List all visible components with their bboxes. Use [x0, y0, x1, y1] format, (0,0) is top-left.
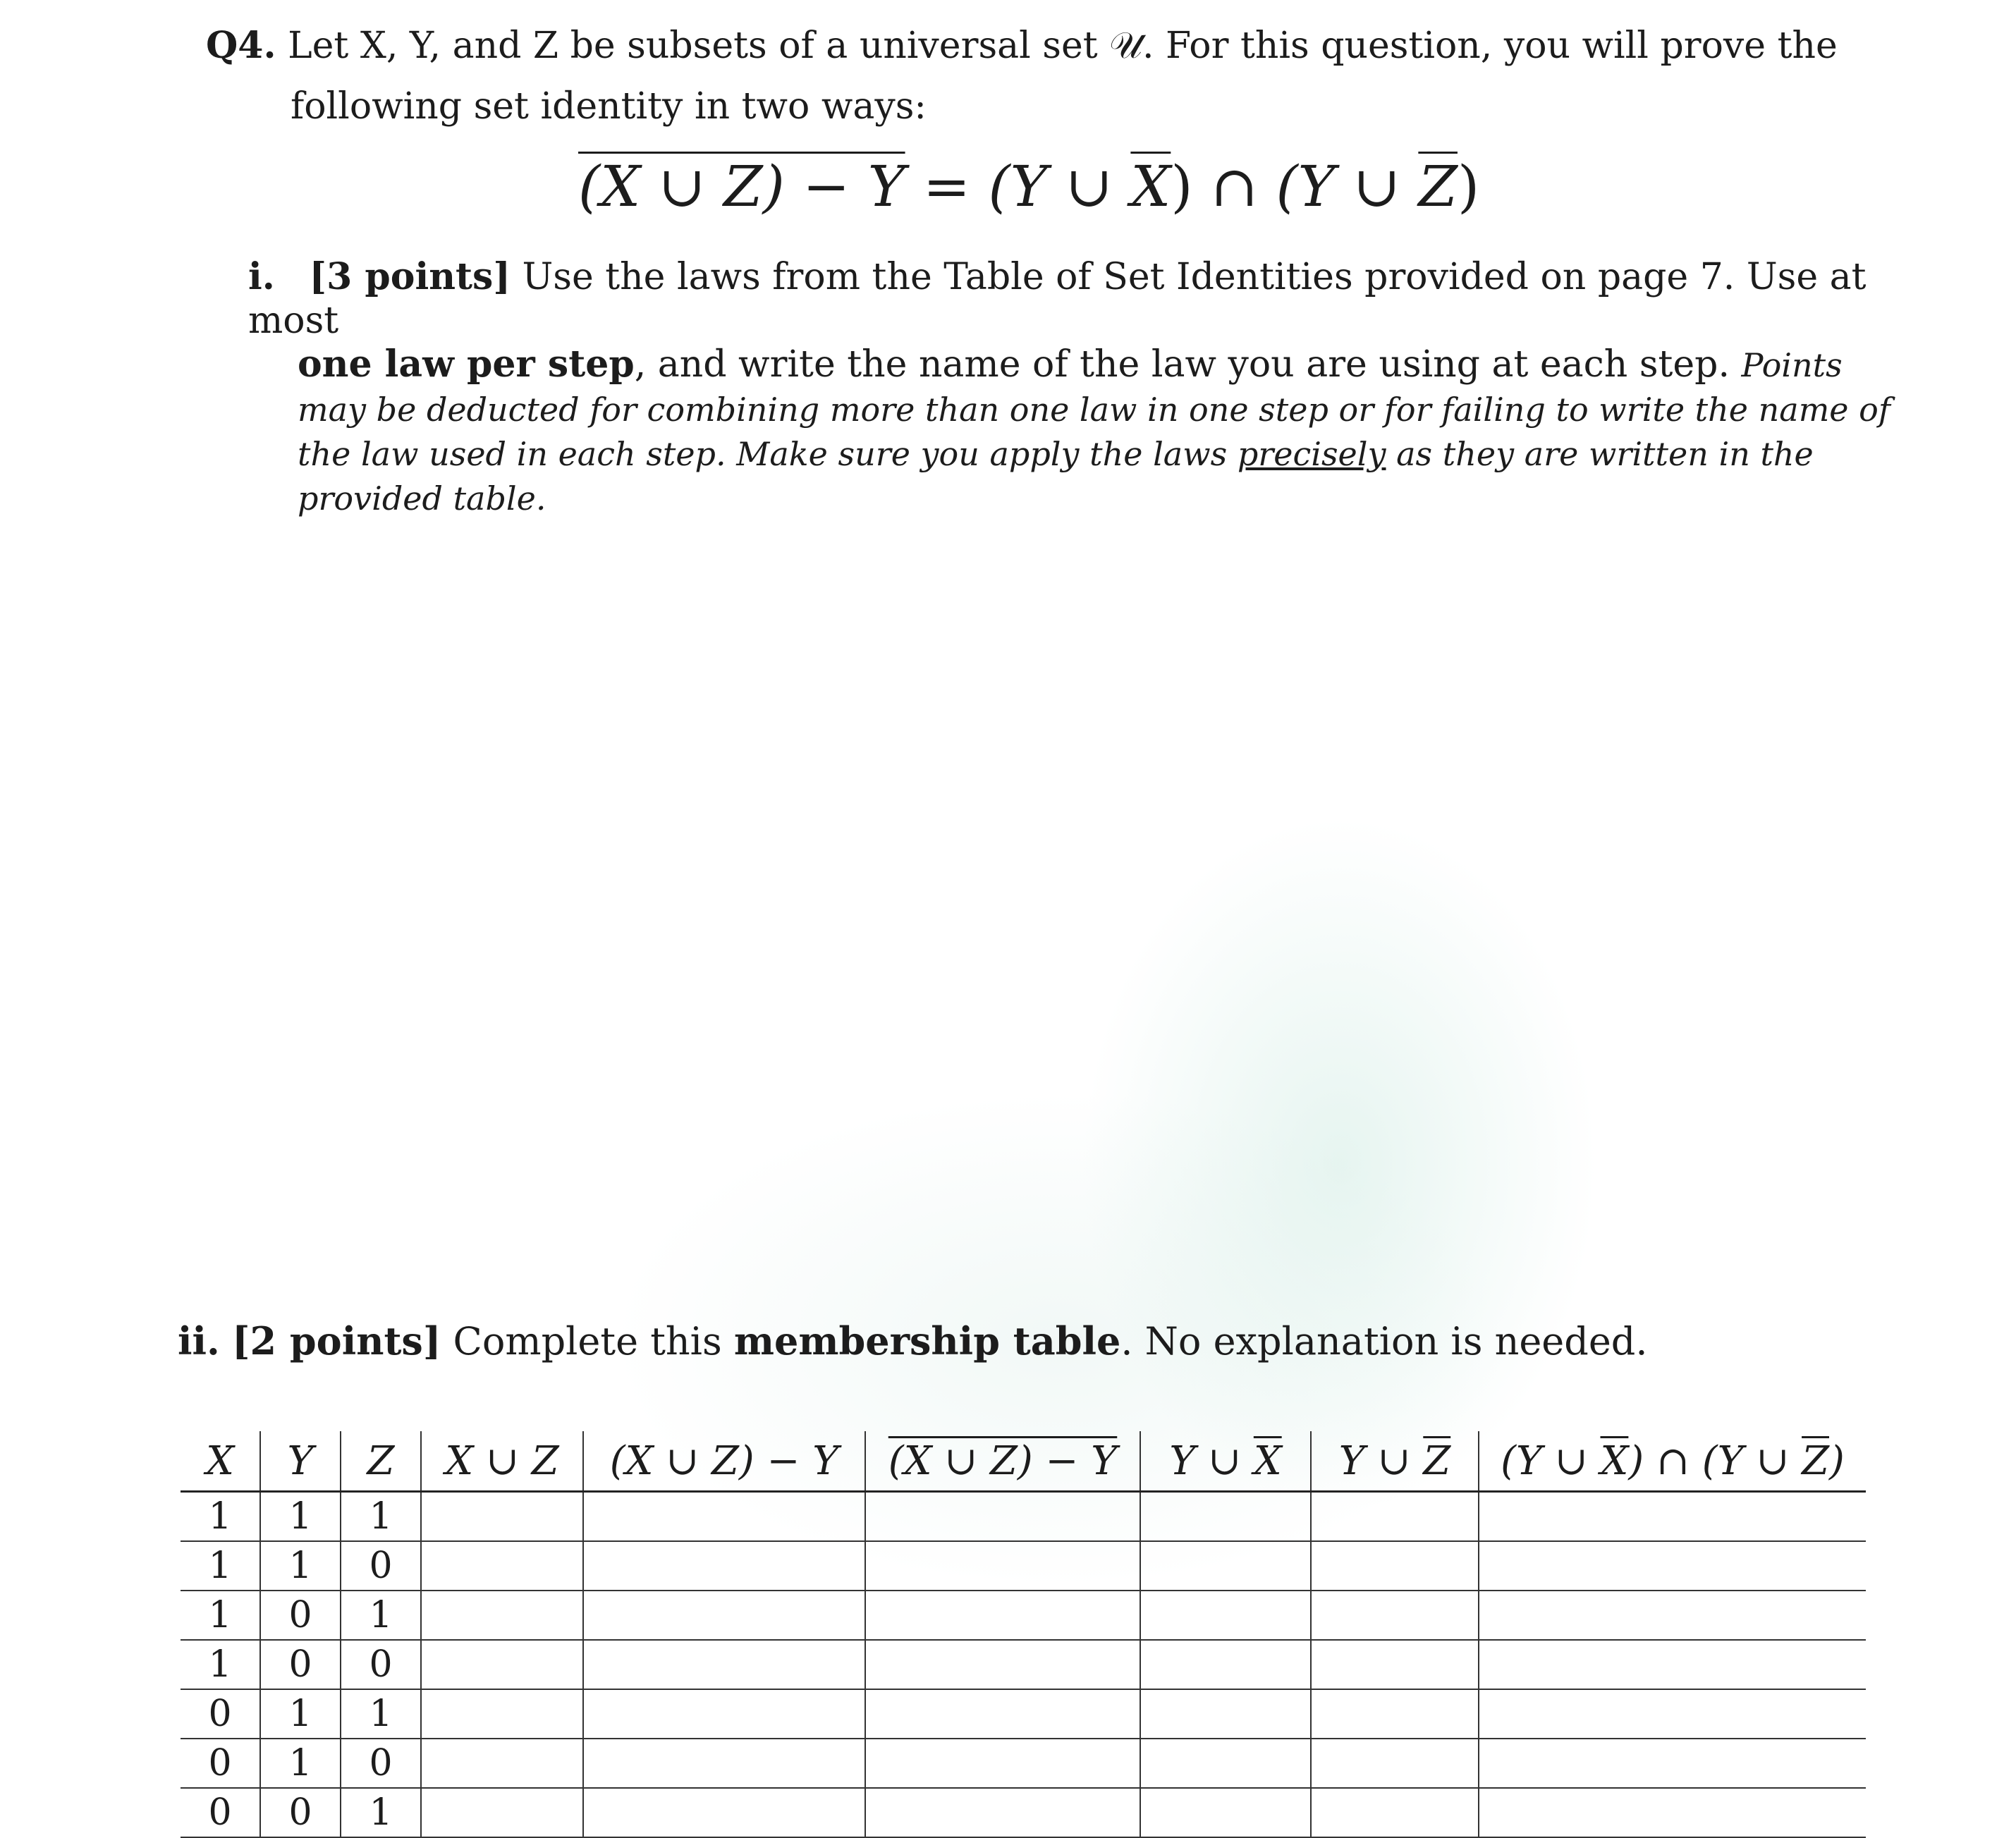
answer-cell[interactable]: [865, 1640, 1140, 1689]
cell-z: 1: [341, 1788, 421, 1837]
answer-cell[interactable]: [865, 1492, 1140, 1542]
question-intro-line2: following set identity in two ways:: [291, 85, 927, 128]
header-final-p1: (Y ∪: [1501, 1438, 1601, 1484]
table-row: [181, 1640, 1866, 1689]
question-header: [206, 16, 1884, 137]
identity-rhs-p1-open: (Y ∪: [988, 154, 1131, 219]
question-number: Q4.: [206, 24, 276, 67]
answer-cell[interactable]: [1479, 1492, 1866, 1542]
answer-cell[interactable]: [421, 1640, 583, 1689]
answer-cell[interactable]: [1479, 1591, 1866, 1640]
identity-rhs-p2-close: ): [1457, 154, 1480, 219]
part-i-points: [3 points]: [309, 255, 511, 298]
identity-equals: =: [905, 154, 989, 219]
identity-rhs-p1-close: ): [1171, 154, 1193, 219]
answer-cell[interactable]: [583, 1739, 865, 1788]
answer-cell[interactable]: [421, 1541, 583, 1591]
part-i-continued: [248, 343, 1891, 520]
answer-cell[interactable]: [865, 1739, 1140, 1788]
answer-cell[interactable]: [421, 1689, 583, 1739]
part-ii-bold-phrase: membership table: [733, 1318, 1121, 1364]
header-final-bar1: $\overline{X}$: [1600, 1438, 1629, 1484]
answer-cell[interactable]: [583, 1541, 865, 1591]
membership-table-header-row: [181, 1431, 1866, 1492]
cell-z: 1: [341, 1591, 421, 1640]
cell-x: 1: [181, 1541, 260, 1591]
answer-cell[interactable]: [1140, 1689, 1311, 1739]
answer-cell[interactable]: [1140, 1591, 1311, 1640]
part-i-instructions: [248, 255, 1891, 520]
answer-cell[interactable]: [421, 1788, 583, 1837]
header-yux-prefix: Y ∪: [1169, 1438, 1254, 1484]
part-ii-text1: Complete this: [441, 1319, 734, 1364]
question-intro-line1: Let X, Y, and Z be subsets of a universal set 𝒰. For this question, you will prove the: [288, 25, 1838, 67]
header-y-union-z-bar: [1311, 1431, 1479, 1492]
cell-y: 0: [260, 1788, 341, 1837]
answer-cell[interactable]: [1140, 1541, 1311, 1591]
answer-cell[interactable]: [1479, 1739, 1866, 1788]
header-complement-text: (X ∪ Z) − Y: [888, 1438, 1118, 1484]
table-row: [181, 1591, 1866, 1640]
answer-cell[interactable]: [583, 1492, 865, 1542]
header-x-union-z-minus-y: (X ∪ Z) − Y: [583, 1431, 865, 1492]
answer-cell[interactable]: [865, 1689, 1140, 1739]
identity-rhs-p2-open: (Y ∪: [1276, 154, 1419, 219]
cell-y: 1: [260, 1492, 341, 1542]
header-final-end: ): [1829, 1438, 1845, 1484]
answer-cell[interactable]: [1140, 1788, 1311, 1837]
part-ii-points: [2 points]: [232, 1318, 441, 1364]
cell-x: 1: [181, 1492, 260, 1542]
set-identity-equation: [578, 148, 1479, 226]
answer-cell[interactable]: [583, 1788, 865, 1837]
cell-y: 1: [260, 1739, 341, 1788]
table-row: [181, 1492, 1866, 1542]
answer-cell[interactable]: [1479, 1640, 1866, 1689]
table-row: [181, 1689, 1866, 1739]
identity-intersect: ∩: [1192, 154, 1276, 219]
identity-rhs-p1-bar: $\overline{X}$: [1130, 154, 1171, 219]
part-ii-text2: . No explanation is needed.: [1120, 1319, 1648, 1364]
cell-z: 0: [341, 1640, 421, 1689]
identity-rhs-p2-bar: $\overline{Z}$: [1418, 154, 1458, 219]
answer-cell[interactable]: [1311, 1591, 1479, 1640]
cell-x: 1: [181, 1591, 260, 1640]
cell-y: 0: [260, 1640, 341, 1689]
answer-cell[interactable]: [583, 1640, 865, 1689]
answer-cell[interactable]: [1479, 1788, 1866, 1837]
header-y-union-x-bar: [1140, 1431, 1311, 1492]
answer-cell[interactable]: [1479, 1541, 1866, 1591]
cell-x: 1: [181, 1640, 260, 1689]
cell-z: 1: [341, 1689, 421, 1739]
part-ii-instructions: [178, 1313, 1648, 1370]
table-row: [181, 1541, 1866, 1591]
part-i-bold-phrase: one law per step: [298, 343, 635, 386]
header-z: Z: [341, 1431, 421, 1492]
table-row: [181, 1739, 1866, 1788]
part-i-label: i.: [248, 255, 275, 298]
part-i-italic2: as they are written in the provided table.: [298, 435, 1814, 517]
cell-y: 1: [260, 1689, 341, 1739]
answer-cell[interactable]: [1311, 1739, 1479, 1788]
answer-cell[interactable]: [1140, 1492, 1311, 1542]
cell-z: 0: [341, 1739, 421, 1788]
part-i-italic1: Points may be deducted for combining more than one law in one step or for failing to write the name of the law used in each step. Make sure you apply the laws: [298, 346, 1890, 473]
answer-cell[interactable]: [1140, 1640, 1311, 1689]
header-final-mid: ) ∩ (Y ∪: [1628, 1438, 1802, 1484]
answer-cell[interactable]: [421, 1591, 583, 1640]
answer-cell[interactable]: [865, 1591, 1140, 1640]
answer-cell[interactable]: [1311, 1492, 1479, 1542]
header-yux-bar: $\overline{X}$: [1253, 1438, 1282, 1484]
cell-z: 0: [341, 1541, 421, 1591]
answer-cell[interactable]: [1479, 1689, 1866, 1739]
answer-cell[interactable]: [583, 1689, 865, 1739]
answer-cell[interactable]: [1140, 1739, 1311, 1788]
answer-cell[interactable]: [1311, 1541, 1479, 1591]
membership-table: [181, 1431, 1866, 1838]
cell-y: 1: [260, 1541, 341, 1591]
header-x-union-z: X ∪ Z: [421, 1431, 583, 1492]
cell-y: 0: [260, 1591, 341, 1640]
part-i-text2: , and write the name of the law you are using at each step.: [634, 343, 1742, 386]
part-ii-label: ii.: [178, 1318, 220, 1364]
answer-cell[interactable]: [1311, 1689, 1479, 1739]
answer-cell[interactable]: [865, 1541, 1140, 1591]
part-i-italic-underlined: precisely: [1237, 435, 1386, 473]
header-final-bar2: $\overline{Z}$: [1802, 1438, 1829, 1484]
answer-cell[interactable]: [421, 1492, 583, 1542]
cell-z: 1: [341, 1492, 421, 1542]
answer-cell[interactable]: [421, 1739, 583, 1788]
answer-cell[interactable]: [865, 1788, 1140, 1837]
answer-cell[interactable]: [1311, 1640, 1479, 1689]
table-row: [181, 1788, 1866, 1837]
header-yuz-bar: $\overline{Z}$: [1423, 1438, 1451, 1484]
answer-cell[interactable]: [1311, 1788, 1479, 1837]
header-complement: [865, 1431, 1140, 1492]
part-i-text1: Use the laws from the Table of Set Identities provided on page 7. Use at most: [248, 256, 1867, 342]
cell-x: 0: [181, 1739, 260, 1788]
header-final-expression: [1479, 1431, 1866, 1492]
answer-cell[interactable]: [583, 1591, 865, 1640]
cell-x: 0: [181, 1788, 260, 1837]
header-x: X: [181, 1431, 260, 1492]
cell-x: 0: [181, 1689, 260, 1739]
header-y: Y: [260, 1431, 341, 1492]
identity-lhs: (X ∪ Z) − Y: [578, 154, 905, 219]
header-yuz-prefix: Y ∪: [1338, 1438, 1424, 1484]
